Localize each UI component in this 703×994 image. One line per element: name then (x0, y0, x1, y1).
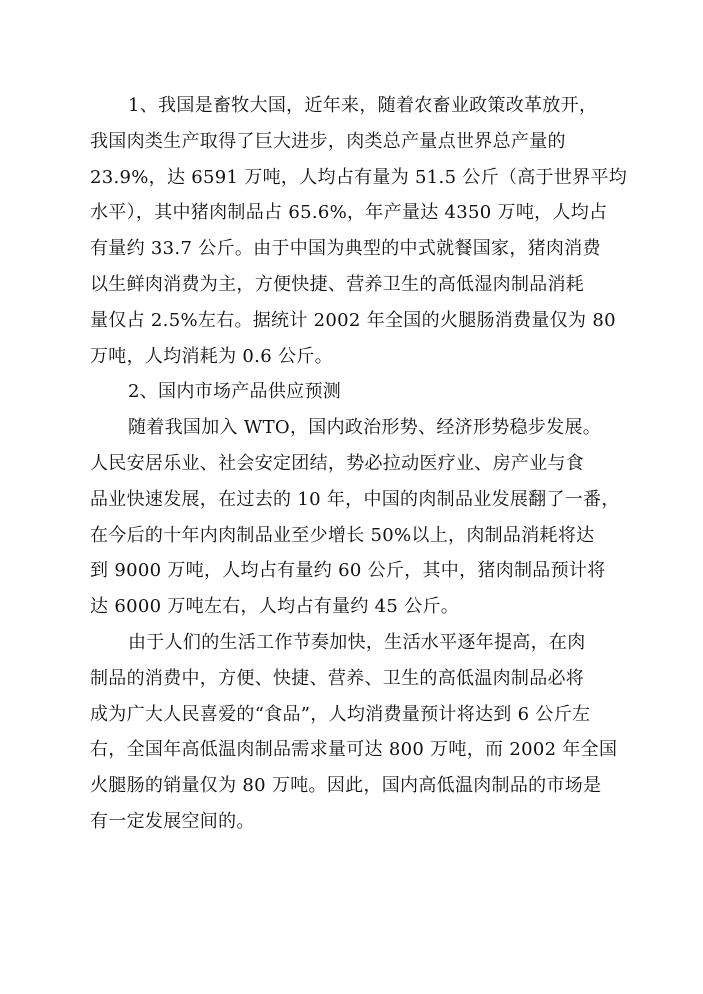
paragraph-4 (90, 625, 620, 840)
text-line: 在今后的十年内肉制品业至少增长 50%以上，肉制品消耗将达 (90, 524, 595, 546)
text-line: 我国肉类生产取得了巨大进步，肉类总产量点世界总产量的 (90, 130, 566, 152)
text-line: 有量约 33.7 公斤。由于中国为典型的中式就餐国家，猪肉消费 (90, 238, 601, 260)
paragraph-1 (90, 88, 628, 374)
text-line: 万吨，人均消耗为 0.6 公斤。 (90, 345, 333, 367)
text-line: 1、我国是畜牧大国，近年来，随着农畜业政策改革放开， (128, 95, 598, 116)
text-line: 制品的消费中，方便、快捷、营养、卫生的高低温肉制品必将 (90, 667, 585, 689)
text-line: 有一定发展空间的。 (90, 810, 255, 832)
text-line: 到 9000 万吨，人均占有量约 60 公斤，其中，猪肉制品预计将 (90, 560, 606, 582)
section-heading-2 (90, 374, 620, 410)
text-line: 火腿肠的销量仅为 80 万吨。因此，国内高低温肉制品的市场是 (90, 775, 602, 797)
text-line: 量仅占 2.5%左右。据统计 2002 年全国的火腿肠消费量仅为 80 (90, 309, 616, 331)
text-line: 成为广大人民喜爱的“食品”，人均消费量预计将达到 6 公斤左 (90, 703, 591, 725)
text-line: 23.9%，达 6591 万吨，人均占有量为 51.5 公斤（高于世界平均 (90, 166, 628, 188)
text-line: 随着我国加入 WTO，国内政治形势、经济形势稳步发展。 (128, 417, 602, 439)
text-line: 品业快速发展，在过去的 10 年，中国的肉制品业发展翻了一番， (90, 488, 620, 510)
text-line: 人民安居乐业、社会安定团结，势必拉动医疗业、房产业与食 (90, 452, 585, 474)
text-line: 水平），其中猪肉制品占 65.6%，年产量达 4350 万吨，人均占 (90, 202, 608, 224)
section-heading: 2、国内市场产品供应预测 (128, 381, 342, 403)
document-body (90, 88, 628, 840)
text-line: 右，全国年高低温肉制品需求量可达 800 万吨，而 2002 年全国 (90, 739, 618, 761)
text-line: 达 6000 万吨左右，人均占有量约 45 公斤。 (90, 596, 460, 618)
paragraph-3 (90, 410, 620, 625)
text-line: 以生鲜肉消费为主，方便快捷、营养卫生的高低湿肉制品消耗 (90, 273, 585, 295)
text-line: 由于人们的生活工作节奏加快，生活水平逐年提高，在肉 (128, 631, 586, 653)
